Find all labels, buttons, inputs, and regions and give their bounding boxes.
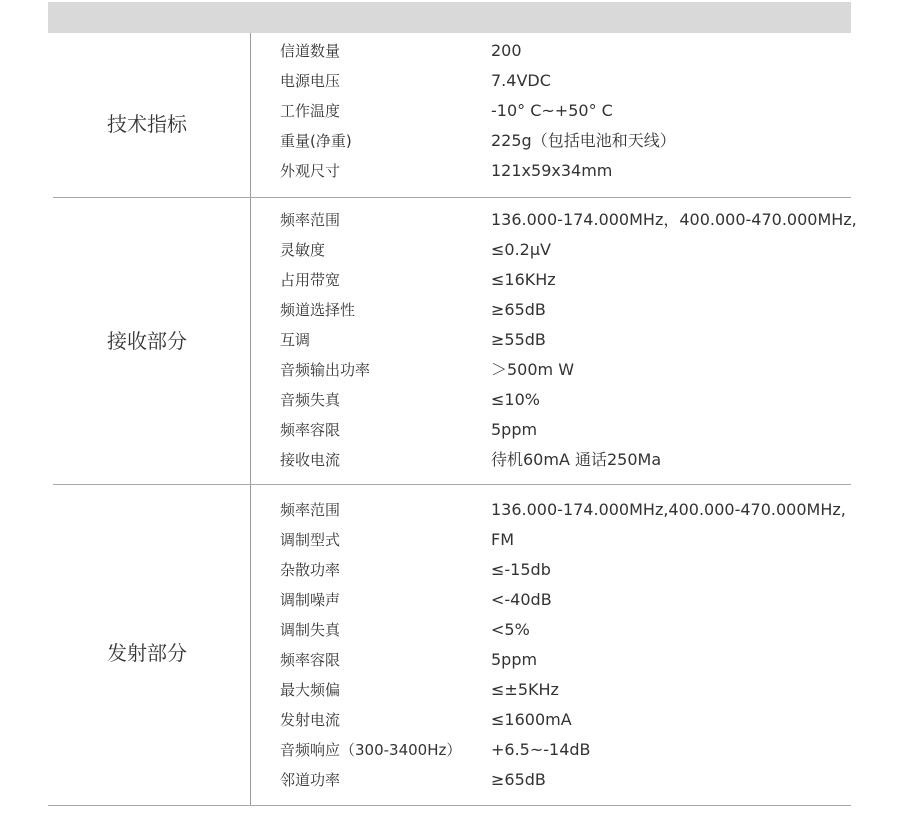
- spec-value: 5ppm: [491, 650, 538, 669]
- spec-value: 121x59x34mm: [491, 161, 613, 180]
- spec-value: FM: [491, 530, 515, 549]
- spec-label: 频率容限: [280, 421, 341, 439]
- spec-row: [280, 355, 574, 385]
- spec-label: 音频输出功率: [280, 361, 371, 379]
- spec-value: -10° C~+50° C: [491, 101, 613, 120]
- spec-label: 频率范围: [280, 211, 341, 229]
- spec-row: [280, 325, 546, 355]
- spec-row: [280, 645, 537, 675]
- spec-value: ≤-15db: [491, 560, 551, 579]
- spec-value: ≤16KHz: [491, 270, 556, 289]
- spec-row: [280, 675, 559, 705]
- spec-value: 待机60mA 通话250Ma: [491, 450, 662, 469]
- spec-value: ≥65dB: [491, 300, 546, 319]
- spec-row: [280, 66, 551, 96]
- spec-row: [280, 126, 676, 156]
- spec-label: 外观尺寸: [280, 162, 341, 180]
- spec-label: 电源电压: [280, 72, 341, 90]
- spec-row: [280, 96, 613, 126]
- spec-label: 音频失真: [280, 391, 341, 409]
- spec-row: [280, 36, 522, 66]
- spec-value: 136.000-174.000MHz,400.000-470.000MHz,: [491, 500, 846, 519]
- section-title: 接收部分: [107, 329, 187, 353]
- spec-value: 7.4VDC: [491, 71, 551, 90]
- spec-label: 互调: [280, 331, 311, 349]
- spec-label: 频率范围: [280, 501, 341, 519]
- spec-row: [280, 525, 514, 555]
- spec-row: [280, 235, 551, 265]
- spec-label: 调制失真: [280, 621, 341, 639]
- spec-row: [280, 735, 591, 765]
- spec-value: <5%: [491, 620, 530, 639]
- spec-label: 杂散功率: [280, 561, 341, 579]
- spec-label: 信道数量: [280, 42, 341, 60]
- spec-label: 重量(净重): [280, 132, 352, 150]
- spec-row: [280, 415, 537, 445]
- spec-label: 调制噪声: [280, 591, 341, 609]
- spec-value: ≥55dB: [491, 330, 546, 349]
- spec-label: 发射电流: [280, 711, 341, 729]
- section-title: 发射部分: [107, 641, 187, 665]
- spec-row: [280, 555, 551, 585]
- spec-value: 225g（包括电池和天线）: [491, 131, 676, 150]
- spec-row: [280, 705, 572, 735]
- spec-value: +6.5~-14dB: [491, 740, 591, 759]
- spec-label: 最大频偏: [280, 681, 341, 699]
- section-divider: [53, 484, 851, 485]
- spec-row: [280, 156, 612, 186]
- spec-label: 频道选择性: [280, 301, 356, 319]
- spec-label: 频率容限: [280, 651, 341, 669]
- spec-value: ≤0.2μV: [491, 240, 551, 259]
- spec-label: 灵敏度: [280, 241, 326, 259]
- spec-value: ≥65dB: [491, 770, 546, 789]
- spec-label: 接收电流: [280, 451, 341, 469]
- spec-value: ≤±5KHz: [491, 680, 559, 699]
- spec-label: 音频响应（300-3400Hz）: [280, 741, 462, 759]
- spec-row: [280, 445, 661, 475]
- spec-value: ≤1600mA: [491, 710, 572, 729]
- spec-label: 工作温度: [280, 102, 341, 120]
- spec-value: <-40dB: [491, 590, 552, 609]
- spec-row: [280, 495, 846, 525]
- spec-label: 调制型式: [280, 531, 341, 549]
- spec-row: [280, 765, 546, 795]
- spec-value: ≤10%: [491, 390, 540, 409]
- spec-row: [280, 295, 546, 325]
- table-header-bar: [48, 2, 851, 33]
- table-bottom-border: [48, 805, 851, 806]
- spec-row: [280, 585, 552, 615]
- spec-row: [280, 205, 857, 235]
- spec-value: ＞500m W: [491, 360, 575, 379]
- spec-row: [280, 615, 530, 645]
- spec-row: [280, 385, 540, 415]
- spec-label: 邻道功率: [280, 771, 341, 789]
- section-divider: [53, 197, 851, 198]
- spec-row: [280, 265, 556, 295]
- section-title: 技术指标: [107, 112, 187, 136]
- spec-label: 占用带宽: [280, 271, 341, 289]
- spec-value: 5ppm: [491, 420, 538, 439]
- spec-value: 136.000-174.000MHz，400.000-470.000MHz,: [491, 210, 857, 229]
- spec-value: 200: [491, 41, 522, 60]
- column-divider: [250, 33, 251, 805]
